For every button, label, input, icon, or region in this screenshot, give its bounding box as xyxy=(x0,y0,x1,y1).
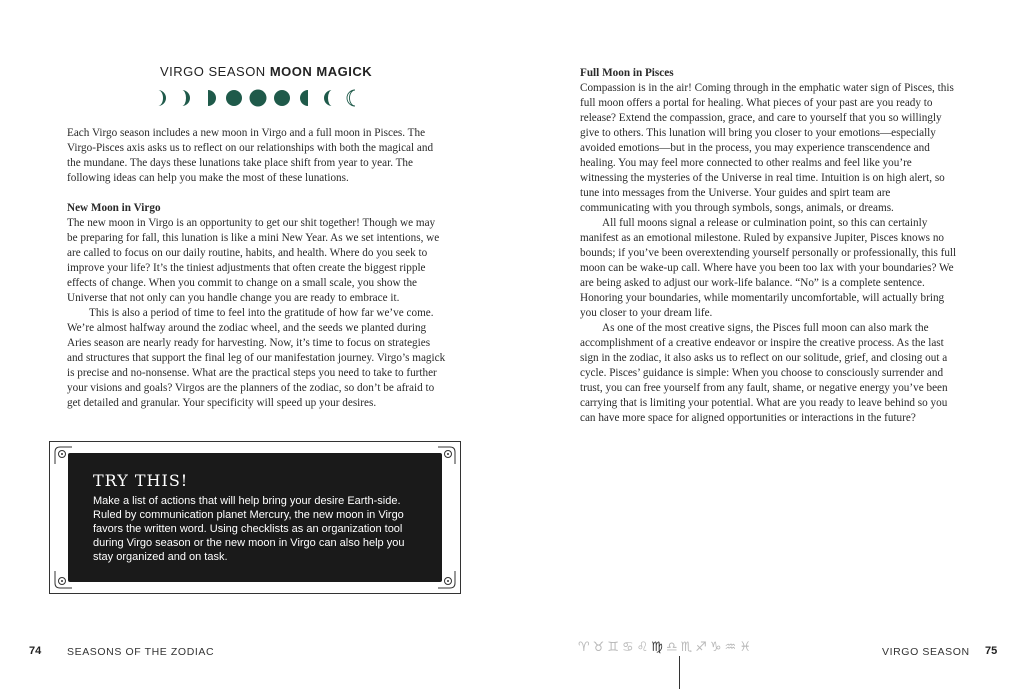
try-this-box xyxy=(49,441,461,594)
moon-phase-5-icon xyxy=(250,90,267,107)
zodiac-marker-line xyxy=(679,656,680,689)
new-moon-paragraph-1: The new moon in Virgo is an opportunity to get our shit together! Though we may be preparing for fall, this lunation is like a mini New Year. As we set intentions, we are called to focus on our daily routine, habits, and health. Where do you seek to improve your life? It’s the tiniest adjustments that often create the biggest ripple effects of change. When you commit to change on a small scale, you show the Universe that not only can you handle change you are ready to embrace it. xyxy=(67,217,440,304)
moon-phase-3-icon xyxy=(208,90,216,106)
moon-phase-6-icon xyxy=(274,90,290,106)
zodiac-signs-before-icon: ♈︎♉︎♊︎♋︎♌︎ xyxy=(578,640,652,655)
footer-label-right: VIRGO SEASON xyxy=(882,646,970,658)
zodiac-signs-after-icon: ♎︎♏︎♐︎♑︎♒︎♓︎ xyxy=(665,640,754,655)
moon-phase-8-icon xyxy=(324,90,332,106)
moon-phase-7-icon xyxy=(300,90,308,106)
title-light: VIRGO SEASON xyxy=(160,64,266,79)
title-bold: MOON MAGICK xyxy=(269,64,373,79)
intro-paragraph: Each Virgo season includes a new moon in Virgo and a full moon in Pisces. The Virgo-Pisces axis asks us to reflect on our relationships with both the magical and the mundane. The days these lunations take place shift from year to year. The following ideas can help you make the most of these lunations. xyxy=(67,127,434,184)
section-title xyxy=(160,64,372,79)
moon-phase-9-icon xyxy=(347,90,355,106)
page-number-right: 75 xyxy=(985,645,998,657)
full-moon-paragraph-1: Compassion is in the air! Coming through in the emphatic water sign of Pisces, this full moon offers a portal for healing. What pieces of your past are you ready to release? Extend the compassion, grace, and care to yourself that you so willingly give to others. This lunation will bring you closer to your emotions—especially avoided emotions—but in the process, you may experience transcendence and healing. You may feel more connected to other realms and feel like you’re witnessing the mysteries of the Universe in real time. Intuition is on high alert, so tune into messages from the Universe. Your guides and spirt team are communicating with you through symbols, songs, animals, or dreams. xyxy=(580,82,954,214)
footer-label-left: SEASONS OF THE ZODIAC xyxy=(67,646,215,658)
zodiac-strip xyxy=(578,640,754,655)
full-moon-paragraph-2: All full moons signal a release or culmination point, so this can certainly manifest as an emotional milestone. Ruled by expansive Jupiter, Pisces knows no bounds; if you’ve been overextending yourself personally or professionally, this full moon can be wake-up call. Where have you been too lax with your boundaries? We are being asked to adjust our work-life balance. “No” is a complete sentence. Honoring your boundaries, while momentarily uncomfortable, will actually bring you closer to your dream life. xyxy=(580,217,957,319)
page-number-left: 74 xyxy=(29,645,42,657)
left-column xyxy=(67,126,447,411)
full-moon-heading: Full Moon in Pisces xyxy=(580,67,674,79)
new-moon-paragraph-2: This is also a period of time to feel into the gratitude of how far we’ve come. We’re almost halfway around the zodiac wheel, and the seeds we planted during Aries season are nearly ready for harvesting. Now, it’s time to focus on strategies and structures that support the final leg of our manifestation journey. Virgo’s magick is precise and no-nonsense. What are the practical steps you need to take to further your visions and goals? Virgos are the planners of the zodiac, so don’t be afraid to get detailed and granular. Your specificity will speed up your desires. xyxy=(67,307,446,409)
try-this-title: TRY THIS! xyxy=(93,471,189,490)
new-moon-heading: New Moon in Virgo xyxy=(67,202,161,214)
moon-phase-2-icon xyxy=(182,90,190,106)
full-moon-paragraph-3: As one of the most creative signs, the Pisces full moon can also mark the accomplishment of a creative endeavor or inspire the creative process. As the last sign in the zodiac, it also asks us to reflect on our solitude, grief, and closing out a cycle. Pisces’ guidance is simple: When you choose to consciously surrender and trust, you can free yourself from any fault, shame, or negative energy you’ve been carrying that is limiting your potential. What are you ready to leave behind so you can have more space for aligned opportunities or interactions in the future? xyxy=(580,322,948,424)
virgo-sign-icon: ♍︎ xyxy=(651,640,666,655)
moon-phases-icon xyxy=(152,88,362,108)
try-this-text: Make a list of actions that will help bring your desire Earth-side. Ruled by communication planet Mercury, the new moon in Virgo favors the written word. Using checklists as an organization tool during Virgo season or the new moon in Virgo can also help you stay organized and on task. xyxy=(93,495,405,563)
try-this-panel xyxy=(68,453,442,582)
moon-phase-1-icon xyxy=(158,90,166,106)
moon-phase-4-icon xyxy=(226,90,242,106)
right-column xyxy=(580,66,960,426)
